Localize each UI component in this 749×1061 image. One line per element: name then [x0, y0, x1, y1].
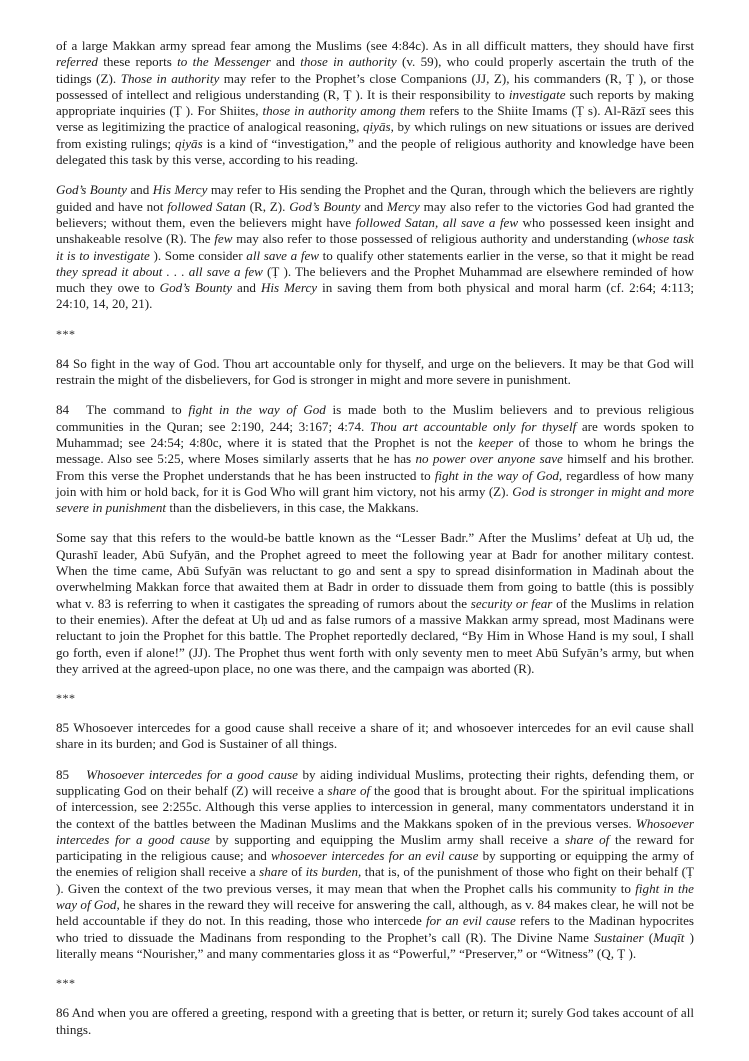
body-text: by supporting or equipping the army of the enemies of religion shall receive a	[56, 848, 694, 880]
body-text: (Ṭ ). The believers and the Prophet Muhammad are elsewhere reminded of how much they owe to	[56, 263, 694, 296]
emphasis-text: Mercy	[386, 198, 420, 214]
verse-84-text	[56, 356, 694, 389]
section-separator-1: ***	[56, 326, 76, 341]
emphasis-text: followed Satan, all save a few	[355, 214, 519, 230]
emphasis-text: fight in the way of God	[188, 402, 326, 418]
body-text: Some say that this refers to the would-be battle known as the “Lesser Badr.” After the Muslims’ defeat at Uḥ ud, the Qurashī leader, Abū Sufyān, and the Prophet agreed to meet the following year at Badr for another military contest. When the time came, Abū Sufyān was reluctant to go and sent a spy to spread disinformation in Madinah about the overwhelming Makkan force that awaited them at Badr in order to dissuade them from going to battle (this is possibly what v. 83 is referring to when it castigates the spreading of rumors about the	[56, 530, 694, 611]
emphasis-text: Thou art accountable only for thyself	[369, 418, 577, 434]
emphasis-text: share of	[564, 831, 610, 847]
emphasis-text: Sustainer	[594, 929, 644, 945]
section-separator-3: ***	[56, 976, 76, 991]
emphasis-text: qiyās	[175, 135, 203, 151]
emphasis-text: followed Satan	[167, 198, 246, 214]
emphasis-text: keeper	[478, 434, 514, 450]
emphasis-text: fight in the way of God,	[56, 880, 694, 913]
body-text: Whosoever intercedes for a good cause shall receive a share of it; and whosoever intercedes for an evil cause shall share in its burden; and God is Sustainer of all things.	[56, 720, 694, 752]
body-text: himself and his brother. From this verse the Prophet understands that he has been instructed to	[56, 451, 694, 483]
emphasis-text: God’s Bounty	[289, 198, 361, 214]
paragraph-continuation-verse-83	[56, 38, 694, 168]
emphasis-text: God’s Bounty	[56, 182, 127, 198]
body-text: refers to the Shiite Imams (Ṭ s). Al-Rāzī sees this verse as legitimizing the practice of analogical reasoning,	[56, 103, 694, 135]
emphasis-text: those in authority among them	[262, 103, 426, 119]
emphasis-text: fight in the way of God,	[434, 467, 563, 483]
body-text: the good that is brought about. For the spiritual implications of intercession, see 2:255c. Although this verse applies to intercession in general, many commentators understand it in the context of the battles between the Madinan Muslims and the Makkans spoken of in the previous verses.	[56, 782, 694, 831]
body-text: regardless of how many join with him or hold back, for it is God Who will grant him victory, not his army (Z).	[56, 467, 694, 499]
emphasis-text: share	[259, 864, 288, 880]
body-text: may also refer to the victories God had granted the believers; without them, even the believers might have	[56, 198, 695, 230]
body-text: may refer to His sending the Prophet and the Quran, through which the believers are rightly guided and have not	[56, 182, 694, 214]
body-text: The command to	[86, 402, 189, 418]
emphasis-text: Whosoever intercedes for a good cause	[86, 766, 298, 782]
body-text: to qualify other statements earlier in the verse, so that it might be read	[319, 247, 694, 263]
emphasis-text: whose task it is to investigate	[56, 231, 694, 263]
body-text: by aiding individual Muslims, protecting their rights, defending them, or supplicating God on their behalf (Z) will receive a	[56, 766, 694, 798]
emphasis-text: Muqīt	[653, 929, 685, 945]
body-text: the reward for participating in the religious cause; and	[56, 831, 694, 864]
emphasis-text: whosoever intercedes for an evil cause	[271, 848, 479, 864]
emphasis-text: its burden,	[305, 864, 362, 880]
body-text: by which rulings on new situations or issues are derived from existing rulings;	[56, 119, 694, 151]
emphasis-text: few	[214, 231, 233, 247]
body-text: (R, Z).	[245, 198, 290, 214]
verse-86-text	[56, 1005, 694, 1038]
commentary-84-first	[56, 402, 694, 516]
emphasis-text: qiyās,	[362, 119, 394, 135]
commentary-number: 84	[56, 402, 70, 418]
body-text: (v. 59), who could properly ascertain the truth of the tidings (Z).	[56, 54, 694, 86]
body-text: than the disbelievers, in this case, the Makkans.	[166, 500, 419, 516]
emphasis-text: referred	[56, 54, 98, 70]
emphasis-text: security or fear	[470, 595, 553, 611]
body-text: is made both to the Muslim believers and to previous religious communities in the Quran; see 2:190, 244; 3:167; 4:74.	[56, 402, 694, 434]
emphasis-text: no power over anyone save	[415, 451, 563, 467]
body-text: who possessed keen insight and unshakeable resolve (R). The	[56, 214, 695, 247]
body-text: and	[360, 198, 387, 214]
body-text: by supporting and equipping the Muslim army shall receive a	[209, 831, 565, 847]
body-text: that is, of the punishment of those who fight on their behalf (Ṭ ). Given the context of the two previous verses, it may mean that when the Prophet calls his community to	[56, 864, 694, 896]
text-column	[56, 38, 694, 1052]
body-text: such reports by making appropriate inquiries (Ṭ ). For Shiites,	[56, 86, 694, 119]
body-text: of the Muslims in relation to their enemies). After the defeat at Uḥ ud and as false rumors of a massive Makkan army spread, most Madinans were reluctant to join the Prophet for this battle. The Prophet reportedly declared, “By Him in Whose Hand is my soul, I shall go forth, even if alone!” (JJ). The Prophet thus went forth with only seventy men to meet Abū Sufyān’s army, but when they arrived at the agreed-upon place, no one was there, and the campaign was aborted (R).	[56, 595, 694, 676]
body-text: is a kind of “investigation,” and the people of religious authority and knowledge have been delegated this task by this verse, according to his reading.	[56, 135, 695, 168]
body-text: of a large Makkan army spread fear among the Muslims (see 4:84c). As in all difficult matters, they should have first	[56, 38, 694, 53]
emphasis-text: those in authority	[300, 54, 397, 70]
paragraph-lesser-badr	[56, 530, 694, 677]
emphasis-text: God’s Bounty	[159, 280, 233, 296]
verse-number: 85	[56, 720, 70, 736]
body-text: in saving them from both physical and moral harm (cf. 2:64; 4:113; 24:10, 14, 20, 21).	[56, 280, 694, 312]
commentary-number: 85	[56, 766, 70, 782]
emphasis-text: Whosoever intercedes for a good cause	[56, 815, 694, 847]
body-text: ). Some consider	[149, 247, 247, 263]
emphasis-text: share of	[327, 782, 371, 798]
emphasis-text: to the Messenger	[177, 54, 271, 70]
body-text: and	[232, 280, 261, 296]
emphasis-text: His Mercy	[260, 280, 318, 296]
body-text: and	[126, 182, 153, 198]
section-separator-2: ***	[56, 691, 76, 706]
body-text: may also refer to those possessed of religious authority and understanding (	[232, 231, 637, 247]
body-text: these reports	[97, 54, 178, 70]
body-text: And when you are offered a greeting, respond with a greeting that is better, or return it; surely God takes account of all things.	[56, 1005, 694, 1037]
verse-number: 86	[56, 1005, 70, 1021]
paragraph-gods-bounty	[56, 182, 694, 312]
emphasis-text: God is stronger in might and more severe in punishment	[56, 483, 695, 516]
body-text: So fight in the way of God. Thou art accountable only for thyself, and urge on the believers. It may be that God will restrain the might of the disbelievers, for God is stronger in might and more severe in punishment.	[56, 355, 694, 388]
verse-number: 84	[56, 355, 70, 371]
emphasis-text: investigate	[508, 86, 566, 102]
emphasis-text: all save a few	[246, 247, 320, 263]
body-text: he shares in the reward they will receive for answering the call, although, as v. 84 makes clear, he will not be held accountable if they do not. In this reading, those who intercede	[56, 897, 694, 929]
commentary-85-first	[56, 767, 694, 963]
body-text: (	[643, 929, 654, 945]
emphasis-text: His Mercy	[152, 182, 208, 198]
body-text: of	[287, 864, 306, 880]
body-text: are words spoken to Muhammad; see 24:54; 4:80c, where it is stated that the Prophet is not the	[56, 418, 694, 450]
emphasis-text: Those in authority	[120, 70, 220, 86]
emphasis-text: for an evil cause	[426, 913, 516, 929]
body-text: ) literally means “Nourisher,” and many commentaries gloss it as “Powerful,” “Preserver,” or “Witness” (Q, Ṭ ).	[56, 929, 694, 961]
body-text: and	[270, 54, 301, 70]
body-text: may refer to the Prophet’s close Companions (JJ, Z), his commanders (R, Ṭ ), or those possessed of intellect and religious understanding (R, Ṭ ). It is their responsibility to	[56, 70, 694, 102]
body-text: of those to whom he brings the message. Also see 5:25, where Moses similarly asserts that he has	[56, 434, 694, 467]
verse-85-text	[56, 720, 694, 753]
body-text: refers to the Madinan hypocrites who tried to dissuade the Madinans from responding to the Prophet’s call (R). The Divine Name	[56, 913, 695, 945]
emphasis-text: they spread it about . . . all save a few	[56, 263, 263, 279]
